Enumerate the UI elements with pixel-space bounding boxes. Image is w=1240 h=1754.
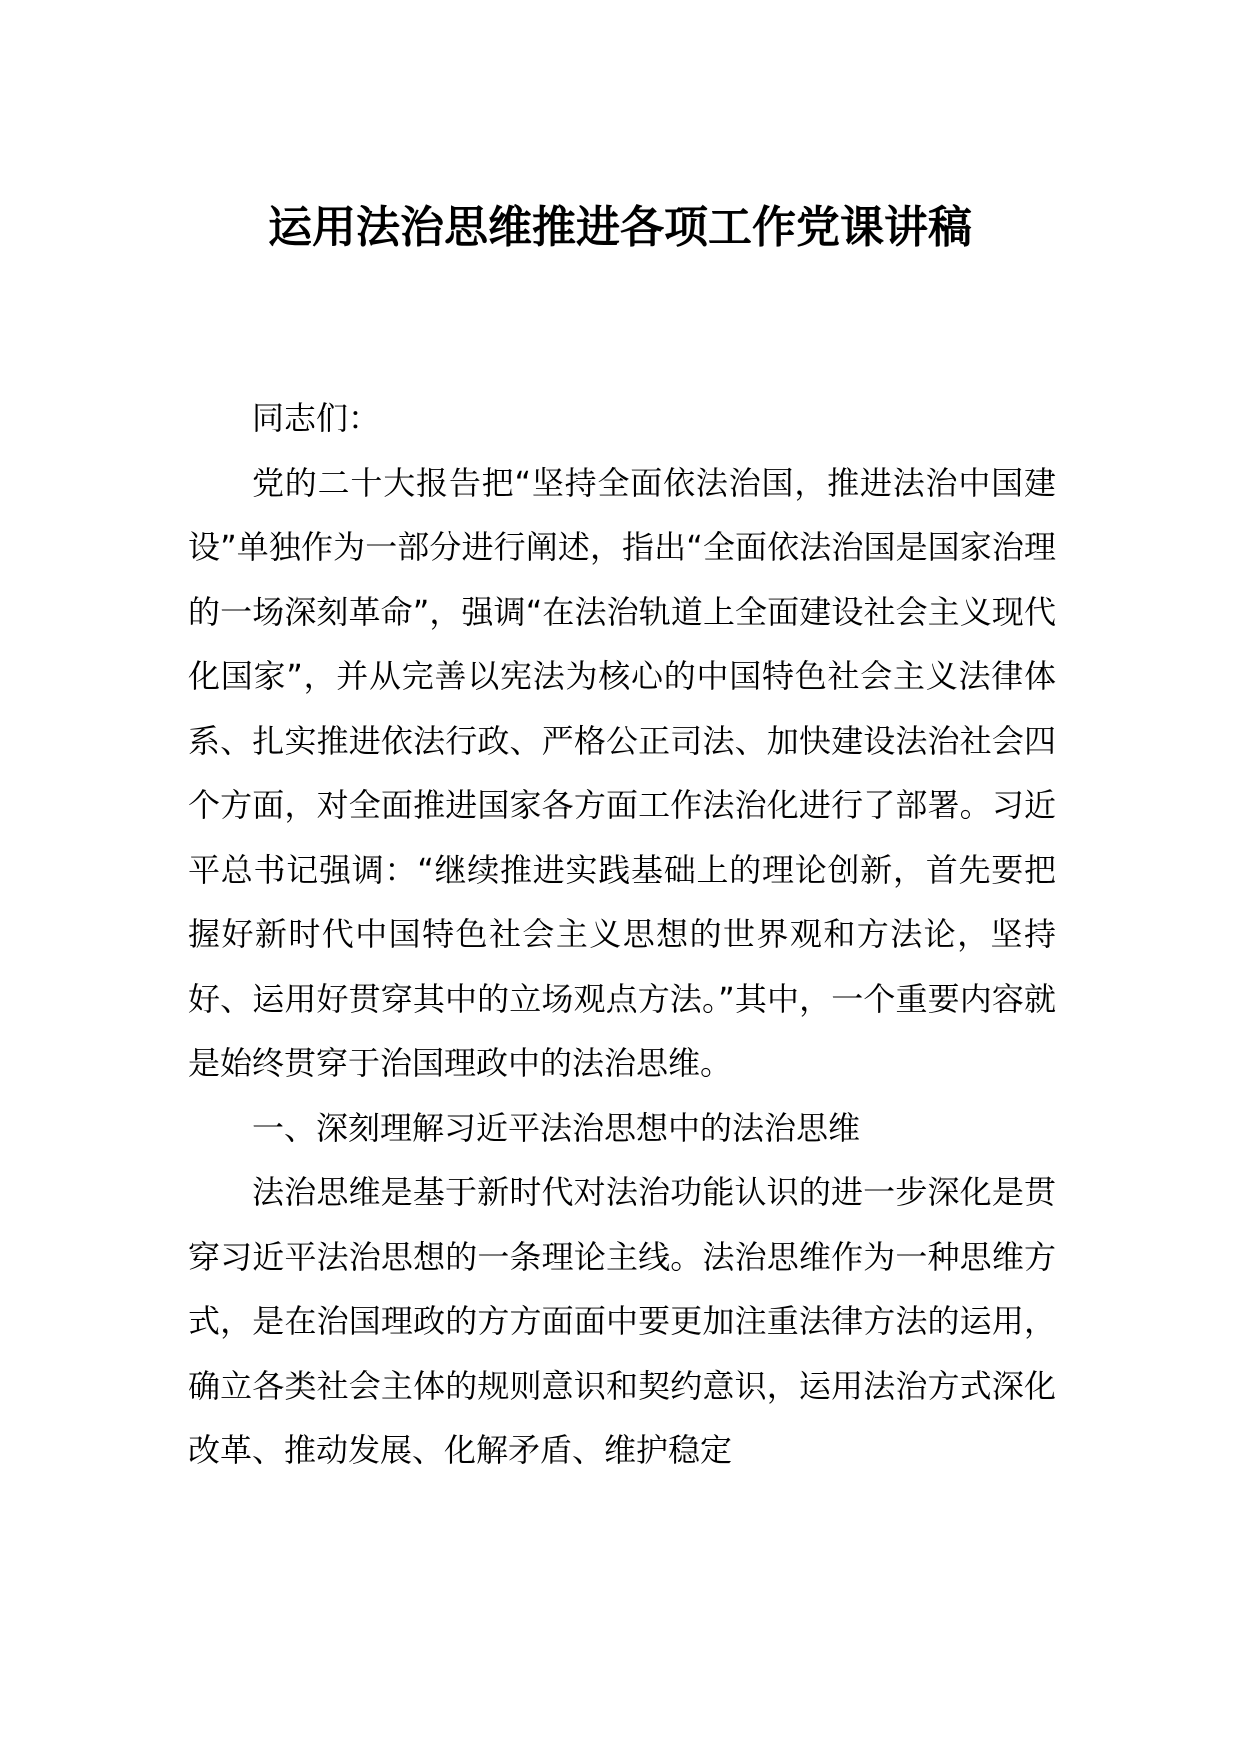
greeting: 同志们： <box>252 399 381 437</box>
paragraph-section-1: 法治思维是基于新时代对法治功能认识的进一步深化是贯穿习近平法治思想的一条理论主线。法治思维作为一种思维方式，是在治国理政的方方面面中要更加注重法律方法的运用，确立各类社会主体的规则意识和契约意识，运用法治方式深化改革、推动发展、化解矛盾、维护稳定 <box>188 1173 1056 1469</box>
document-body <box>188 386 1056 1483</box>
section-heading: 一、深刻理解习近平法治思想中的法治思维 <box>252 1108 861 1147</box>
paragraph-intro: 党的二十大报告把“坚持全面依法治国，推进法治中国建设”单独作为一部分进行阐述，指出“全面依法治国是国家治理的一场深刻革命”，强调“在法治轨道上全面建设社会主义现代化国家”，并从完善以宪法为核心的中国特色社会主义法律体系、扎实推进依法行政、严格公正司法、加快建设法治社会四个方面，对全面推进国家各方面工作法治化进行了部署。习近平总书记强调：“继续推进实践基础上的理论创新，首先要把握好新时代中国特色社会主义思想的世界观和方法论，坚持好、运用好贯穿其中的立场观点方法。”其中，一个重要内容就是始终贯穿于治国理政中的法治思维。 <box>188 463 1056 1082</box>
document-title: 运用法治思维推进各项工作党课讲稿 <box>268 202 972 253</box>
